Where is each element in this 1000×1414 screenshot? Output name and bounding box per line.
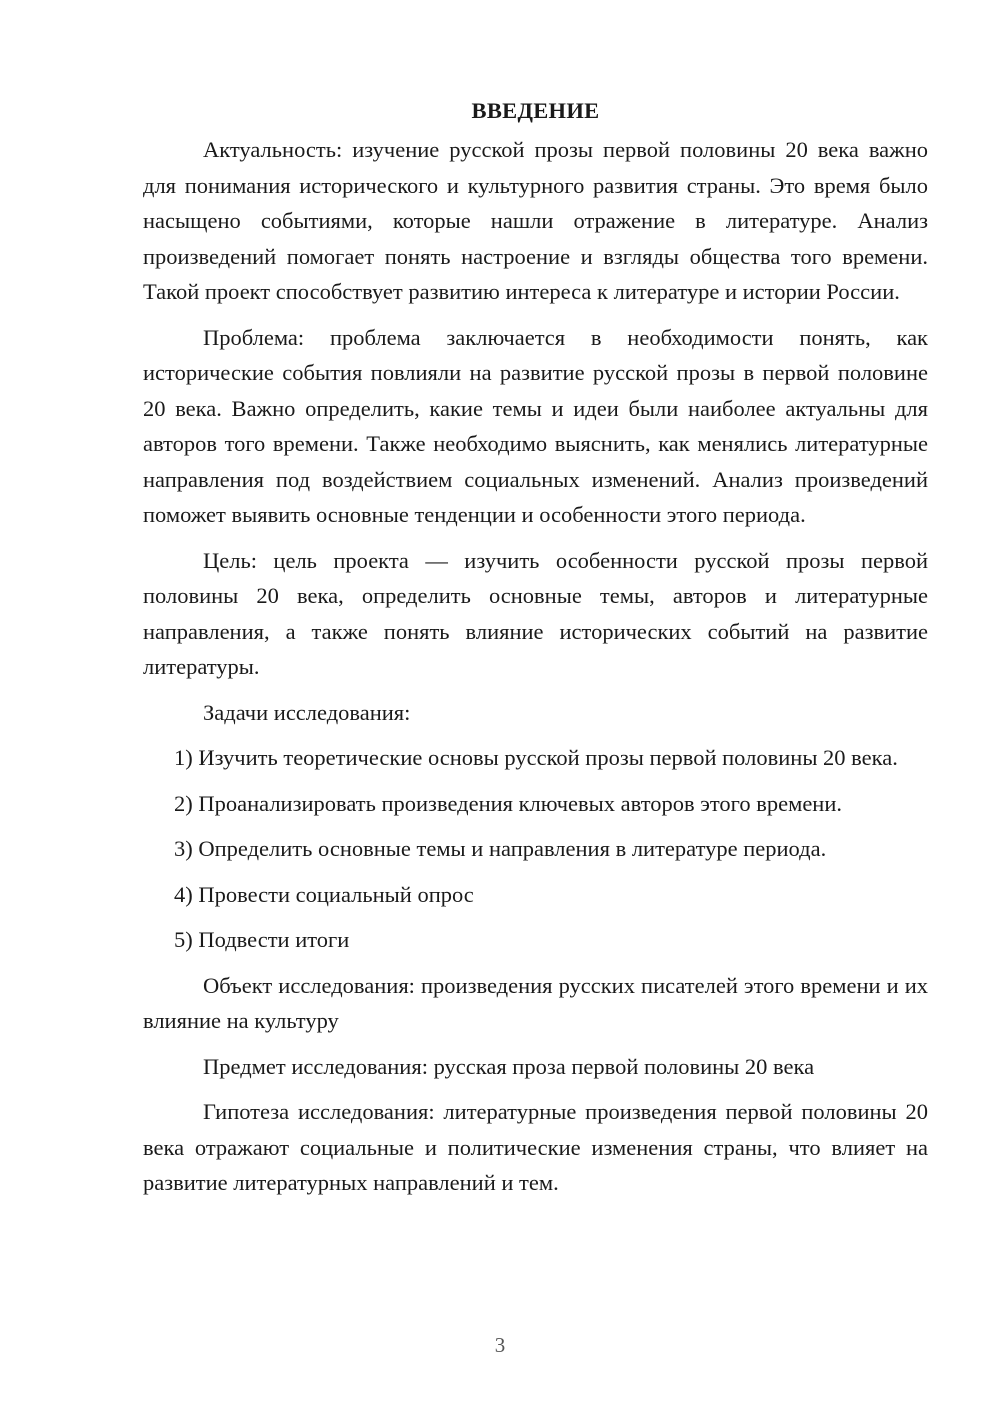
task-item: 4) Провести социальный опрос	[174, 881, 474, 907]
task-item: 3) Определить основные темы и направления в литературе периода.	[174, 836, 827, 861]
hypothesis-paragraph: Гипотеза исследования: литературные произведения первой половины 20 века отражают социальные и политические изменения страны, что влияет на развитие литературных направлений и тем.	[143, 1099, 928, 1195]
goal-paragraph: Цель: цель проекта — изучить особенности русской прозы первой половины 20 века, определить основные темы, авторов и литературные направления, а также понять влияние исторических событий на развитие литературы.	[143, 547, 928, 679]
subject-paragraph: Предмет исследования: русская проза первой половины 20 века	[203, 1053, 815, 1079]
page-number: 3	[494, 1333, 506, 1357]
task-item: 1) Изучить теоретические основы русской прозы первой половины 20 века.	[174, 745, 898, 770]
section-heading: ВВЕДЕНИЕ	[471, 98, 600, 123]
tasks-heading: Задачи исследования:	[203, 699, 411, 725]
page-content	[143, 96, 928, 1201]
task-item: 2) Проанализировать произведения ключевых авторов этого времени.	[174, 790, 843, 816]
relevance-paragraph: Актуальность: изучение русской прозы первой половины 20 века важно для понимания исторического и культурного развития страны. Это время было насыщено событиями, которые нашли отражение в литературе. Анализ произведений помогает понять настроение и взгляды общества того времени. Такой проект способствует развитию интереса к литературе и истории России.	[143, 137, 928, 304]
task-item: 5) Подвести итоги	[174, 927, 350, 952]
object-paragraph: Объект исследования: произведения русских писателей этого времени и их влияние на культуру	[143, 972, 928, 1033]
problem-paragraph: Проблема: проблема заключается в необходимости понять, как исторические события повлияли на развитие русской прозы в первой половине 20 века. Важно определить, какие темы и идеи были наиболее актуальны для авторов того времени. Также необходимо выяснить, как менялись литературные направления под воздействием социальных изменений. Анализ произведений поможет выявить основные тенденции и особенности этого периода.	[143, 324, 928, 527]
